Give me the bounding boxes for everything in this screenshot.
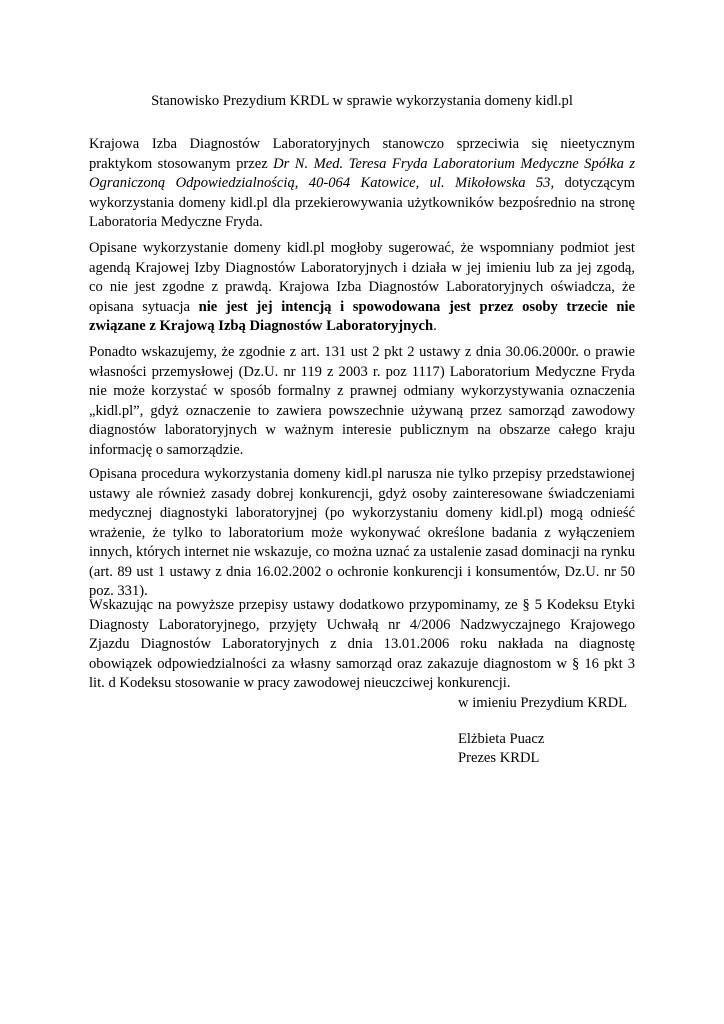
paragraph-objection-text-a: Krajowa Izba Diagnostów Laboratoryjnych stanowczo sprzeciwia się nieetycznym praktykom stosowanym przez <box>89 136 635 172</box>
paragraph-objection-company: Dr N. Med. Teresa Fryda Laboratorium Medyczne Spółka z Ograniczoną Odpowiedzialnością, 40-064 Katowice, ul. Mikołowska 53, <box>89 155 635 191</box>
paragraph-objection <box>89 135 635 233</box>
signature-on-behalf: w imieniu Prezydium KRDL <box>458 695 628 711</box>
paragraph-statement-text-b: . <box>433 318 437 334</box>
paragraph-statement-emphasis: nie jest jej intencją i spowodowana jest przez osoby trzecie nie związane z Krajową Izbą Diagnostów Laboratoryjnych <box>89 298 635 334</box>
paragraph-ethics-code: Wskazując na powyższe przepisy ustawy dodatkowo przypominamy, ze § 5 Kodeksu Etyki Diagnosty Laboratoryjnego, przyjęty Uchwałą nr 4/2006 Nadzwyczajnego Krajowego Zjazdu Diagnostów Laboratoryjnych z dnia 13.01.2006 roku nakłada na diagnostę obowiązek odpowiedzialności za własny samorząd oraz zakazuje diagnostom w § 16 pkt 3 lit. d Kodeksu stosowanie w pracy zawodowej nieuczciwej konkurencji. <box>89 597 635 691</box>
paragraph-statement <box>89 239 635 337</box>
paragraph-legal-basis: Ponadto wskazujemy, że zgodnie z art. 131 ust 2 pkt 2 ustawy z dnia 30.06.2000r. o prawie własności przemysłowej (Dz.U. nr 119 z 2003 r. poz 1117) Laboratorium Medyczne Fryda nie może korzystać w sposób formalny z prawnej odmiany wykorzystywania oznaczenia „kidl.pl”, gdyż oznaczenie to zawiera powszechnie używaną przez samorząd zawodowy diagnostów laboratoryjnych w ważnym interesie publicznym na obszarze całego kraju informację o samorządzie. <box>89 344 635 458</box>
paragraph-objection-text-b: dotyczącym wykorzystania domeny kidl.pl dla przekierowywania użytkowników bezpośrednio na stronę Laboratoria Medyczne Fryda. <box>89 175 635 230</box>
paragraph-competition: Opisana procedura wykorzystania domeny kidl.pl narusza nie tylko przepisy przedstawionej ustawy ale również zasady dobrej konkurencji, gdyż osoby zainteresowane świadczeniami medycznej diagnostyki laboratoryjnej (po wykorzystaniu domeny kidl.pl) mogą odnieść wrażenie, że tylko to laboratorium może wykonywać określone badania z wyłączeniem innych, których internet nie wskazuje, co można uznać za ustalenie zasad dominacji na rynku (art. 89 ust 1 ustawy z dnia 16.02.2002 o ochronie konkurencji i konsumentów, Dz.U. nr 50 poz. 331). <box>89 466 635 599</box>
paragraph-statement-text-a: Opisane wykorzystanie domeny kidl.pl mogłoby sugerować, że wspomniany podmiot jest agendą Krajowej Izby Diagnostów Laboratoryjnych i działa w jej imieniu lub za jej zgodą, co nie jest zgodne z prawdą. Krajowa Izba Diagnostów Laboratoryjnych oświadcza, że opisana sytuacja <box>89 240 635 315</box>
signature-name: Elżbieta Puacz <box>458 731 545 747</box>
signature-role: Prezes KRDL <box>458 750 540 766</box>
document-title: Stanowisko Prezydium KRDL w sprawie wykorzystania domeny kidl.pl <box>151 93 573 109</box>
